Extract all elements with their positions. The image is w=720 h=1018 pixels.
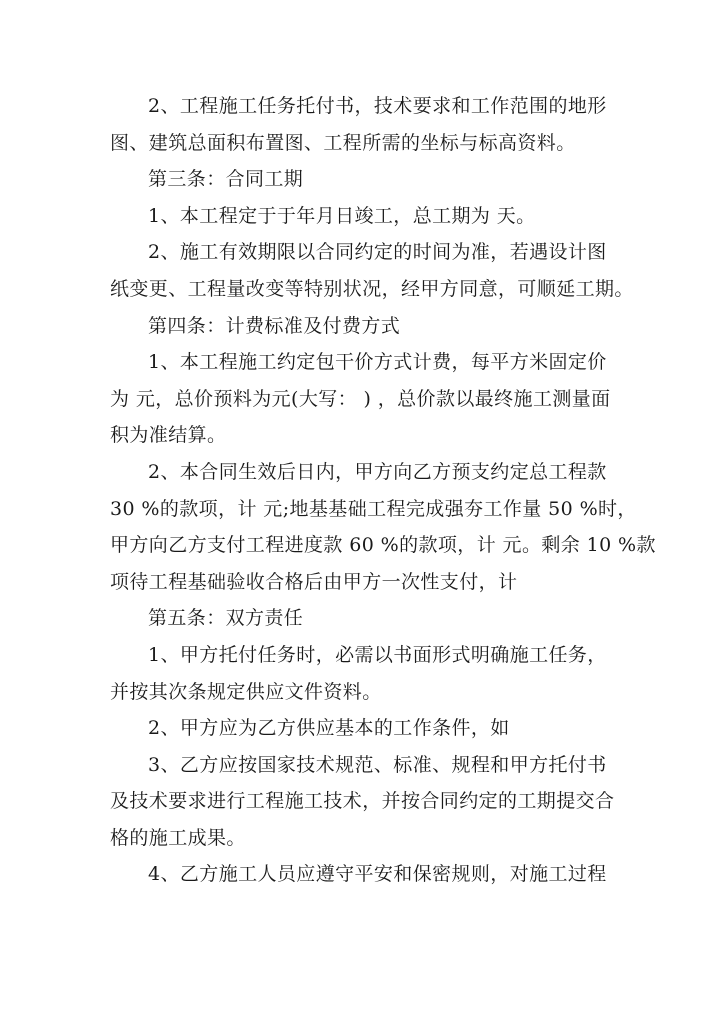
text-line: 甲方向乙方支付工程进度款 60 %的款项，计 元。剩余 10 %款	[110, 534, 656, 557]
text-line: 1、本工程施工约定包干价方式计费，每平方米固定价	[148, 351, 607, 374]
text-line: 格的施工成果。	[110, 826, 246, 849]
text-line: 积为准结算。	[110, 424, 227, 447]
section-heading: 第五条：双方责任	[148, 607, 304, 630]
text-line: 3、乙方应按国家技术规范、标准、规程和甲方托付书	[148, 753, 607, 776]
section-heading: 第四条：计费标准及付费方式	[148, 314, 401, 337]
text-line: 4、乙方施工人员应遵守平安和保密规则，对施工过程	[148, 863, 607, 886]
text-line: 1、本工程定于于年月日竣工，总工期为 天。	[148, 204, 536, 227]
text-line: 2、本合同生效后日内，甲方向乙方预支约定总工程款	[148, 460, 607, 483]
text-line: 2、施工有效期限以合同约定的时间为准，若遇设计图	[148, 241, 607, 264]
document-body	[110, 88, 656, 893]
text-line: 1、甲方托付任务时，必需以书面形式明确施工任务，	[148, 643, 607, 666]
text-line: 30 %的款项，计 元;地基基础工程完成强夯工作量 50 %时，	[110, 497, 637, 520]
text-line: 2、工程施工任务托付书，技术要求和工作范围的地形	[148, 95, 607, 117]
text-line: 纸变更、工程量改变等特别状况，经甲方同意，可顺延工期。	[110, 277, 634, 300]
section-heading: 第三条：合同工期	[148, 168, 304, 191]
text-line: 2、甲方应为乙方供应基本的工作条件，如	[148, 717, 510, 740]
text-line: 项待工程基础验收合格后由甲方一次性支付，计	[110, 570, 518, 593]
text-line: 并按其次条规定供应文件资料。	[110, 680, 382, 703]
text-line: 图、建筑总面积布置图、工程所需的坐标与标高资料。	[110, 131, 576, 154]
text-line: 及技术要求进行工程施工技术，并按合同约定的工期提交合	[110, 790, 615, 813]
text-line: 为 元，总价预料为元(大写： ) ，总价款以最终施工测量面	[110, 387, 611, 410]
